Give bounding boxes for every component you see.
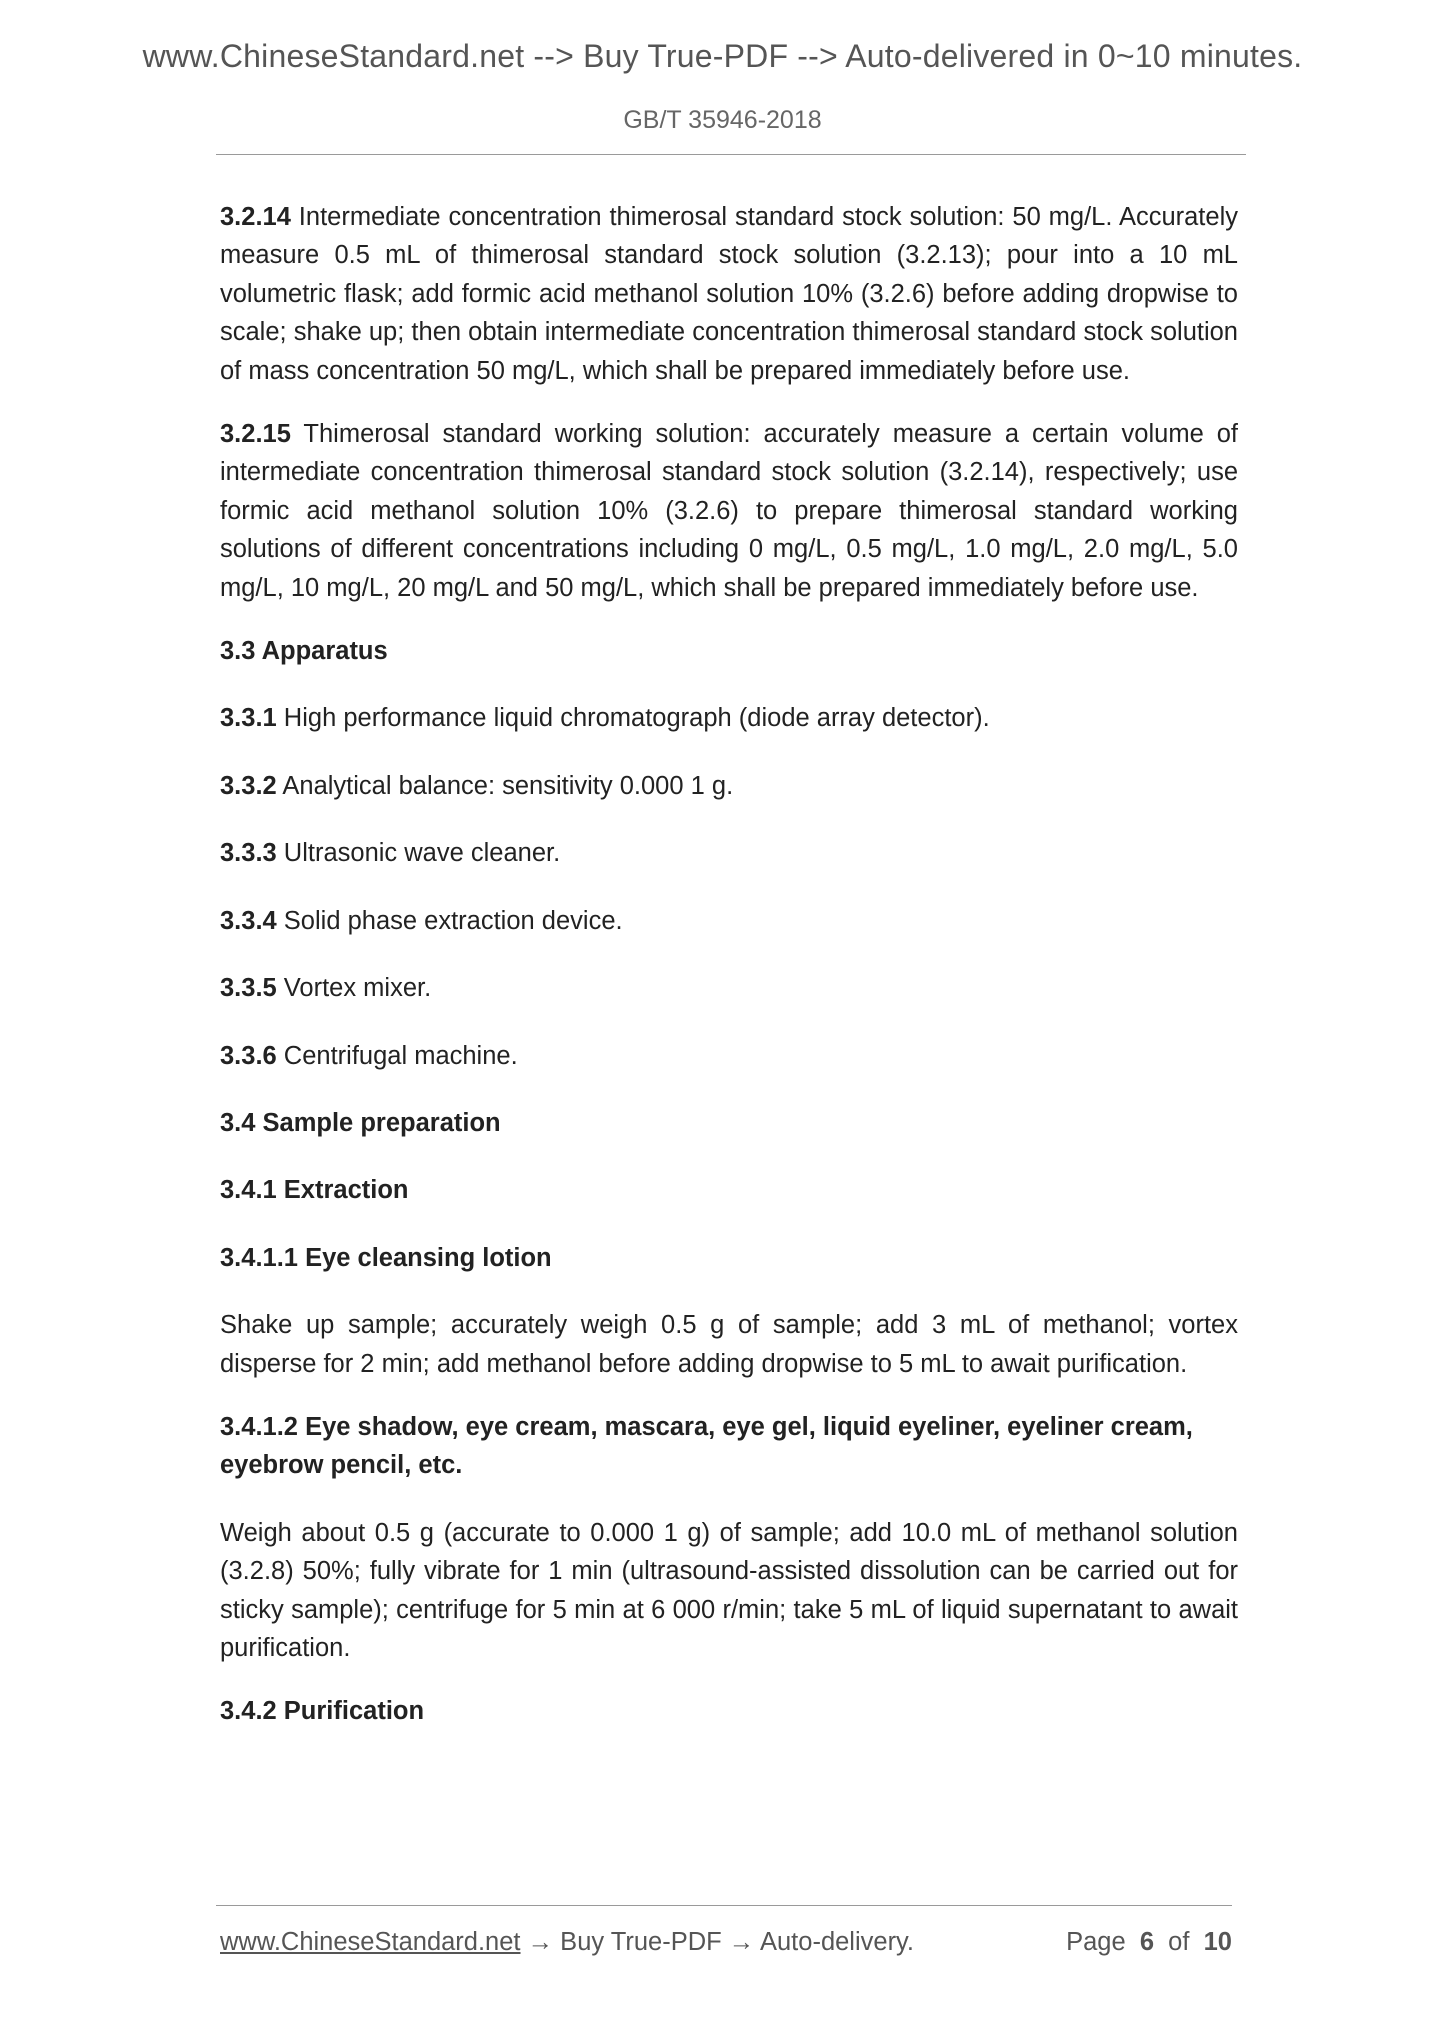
- of-label: of: [1168, 1928, 1190, 1956]
- footer-site-link[interactable]: www.ChineseStandard.net: [220, 1928, 521, 1956]
- apparatus-item: [220, 969, 1238, 1007]
- paragraph-eye-shadow: Weigh about 0.5 g (accurate to 0.000 1 g) of sample; add 10.0 mL of methanol solution (3.2.8) 50%; fully vibrate for 1 min (ultrasound-assisted dissolution can be carried out for sticky sample); centrifuge for 5 min at 6 000 r/min; take 5 mL of liquid supernatant to await purification.: [220, 1518, 1238, 1662]
- heading-eye-shadow: 3.4.1.2 Eye shadow, eye cream, mascara, eye gel, liquid eyeliner, eyeliner cream, eyebrow pencil, etc.: [220, 1412, 1193, 1480]
- item-text: Centrifugal machine.: [276, 1041, 518, 1070]
- page-indicator: [1066, 1928, 1232, 1957]
- footer-promo: [220, 1928, 914, 1957]
- paragraph-eye-cleansing-lotion: Shake up sample; accurately weigh 0.5 g of sample; add 3 mL of methanol; vortex disperse for 2 min; add methanol before adding dropwise to 5 mL to await purification.: [220, 1311, 1238, 1378]
- clause-number: 3.2.15: [220, 420, 291, 449]
- item-number: 3.3.2: [220, 771, 277, 800]
- heading-apparatus: 3.3 Apparatus: [220, 637, 388, 666]
- item-number: 3.3.1: [220, 704, 277, 733]
- heading-extraction: 3.4.1 Extraction: [220, 1176, 409, 1205]
- footer-divider: [216, 1905, 1232, 1906]
- footer-tail: → Buy True-PDF → Auto-delivery.: [520, 1928, 914, 1956]
- apparatus-item: [220, 767, 1238, 805]
- item-text: Solid phase extraction device.: [276, 906, 623, 935]
- clause-3-2-14: [220, 198, 1238, 390]
- item-text: High performance liquid chromatograph (diode array detector).: [276, 704, 990, 733]
- item-number: 3.3.3: [220, 839, 277, 868]
- heading-eye-cleansing-lotion: 3.4.1.1 Eye cleansing lotion: [220, 1243, 552, 1272]
- item-number: 3.3.4: [220, 906, 277, 935]
- item-number: 3.3.6: [220, 1041, 277, 1070]
- page-number: 6: [1139, 1928, 1154, 1956]
- heading-purification: 3.4.2 Purification: [220, 1697, 425, 1726]
- clause-3-2-15: [220, 415, 1238, 607]
- clause-text: Thimerosal standard working solution: accurately measure a certain volume of intermediate concentration thimerosal standard stock solution (3.2.14), respectively; use formic acid methanol solution 10% (3.2.6) to prepare thimerosal standard working solutions of different concentrations including 0 mg/L, 0.5 mg/L, 1.0 mg/L, 2.0 mg/L, 5.0 mg/L, 10 mg/L, 20 mg/L and 50 mg/L, which shall be prepared immediately before use.: [220, 420, 1238, 602]
- page-total: 10: [1203, 1928, 1232, 1956]
- heading-sample-preparation: 3.4 Sample preparation: [220, 1108, 501, 1137]
- header-banner: www.ChineseStandard.net --> Buy True-PDF --> Auto-delivered in 0~10 minutes.: [142, 38, 1303, 74]
- document-body: [220, 198, 1238, 1760]
- apparatus-item: [220, 902, 1238, 940]
- header-divider: [216, 154, 1246, 155]
- apparatus-item: [220, 1037, 1238, 1075]
- item-text: Analytical balance: sensitivity 0.000 1 g.: [276, 771, 734, 800]
- clause-text: Intermediate concentration thimerosal standard stock solution: 50 mg/L. Accurately measure 0.5 mL of thimerosal standard stock solution (3.2.13); pour into a 10 mL volumetric flask; add formic acid methanol solution 10% (3.2.6) before adding dropwise to scale; shake up; then obtain intermediate concentration thimerosal standard stock solution of mass concentration 50 mg/L, which shall be prepared immediately before use.: [220, 203, 1238, 385]
- apparatus-item: [220, 834, 1238, 872]
- page-label: Page: [1066, 1928, 1126, 1956]
- apparatus-item: [220, 699, 1238, 737]
- item-text: Ultrasonic wave cleaner.: [276, 839, 561, 868]
- document-id: GB/T 35946-2018: [623, 106, 822, 134]
- page-footer: [220, 1928, 1232, 1968]
- item-number: 3.3.5: [220, 974, 277, 1003]
- item-text: Vortex mixer.: [276, 974, 432, 1003]
- clause-number: 3.2.14: [220, 203, 291, 231]
